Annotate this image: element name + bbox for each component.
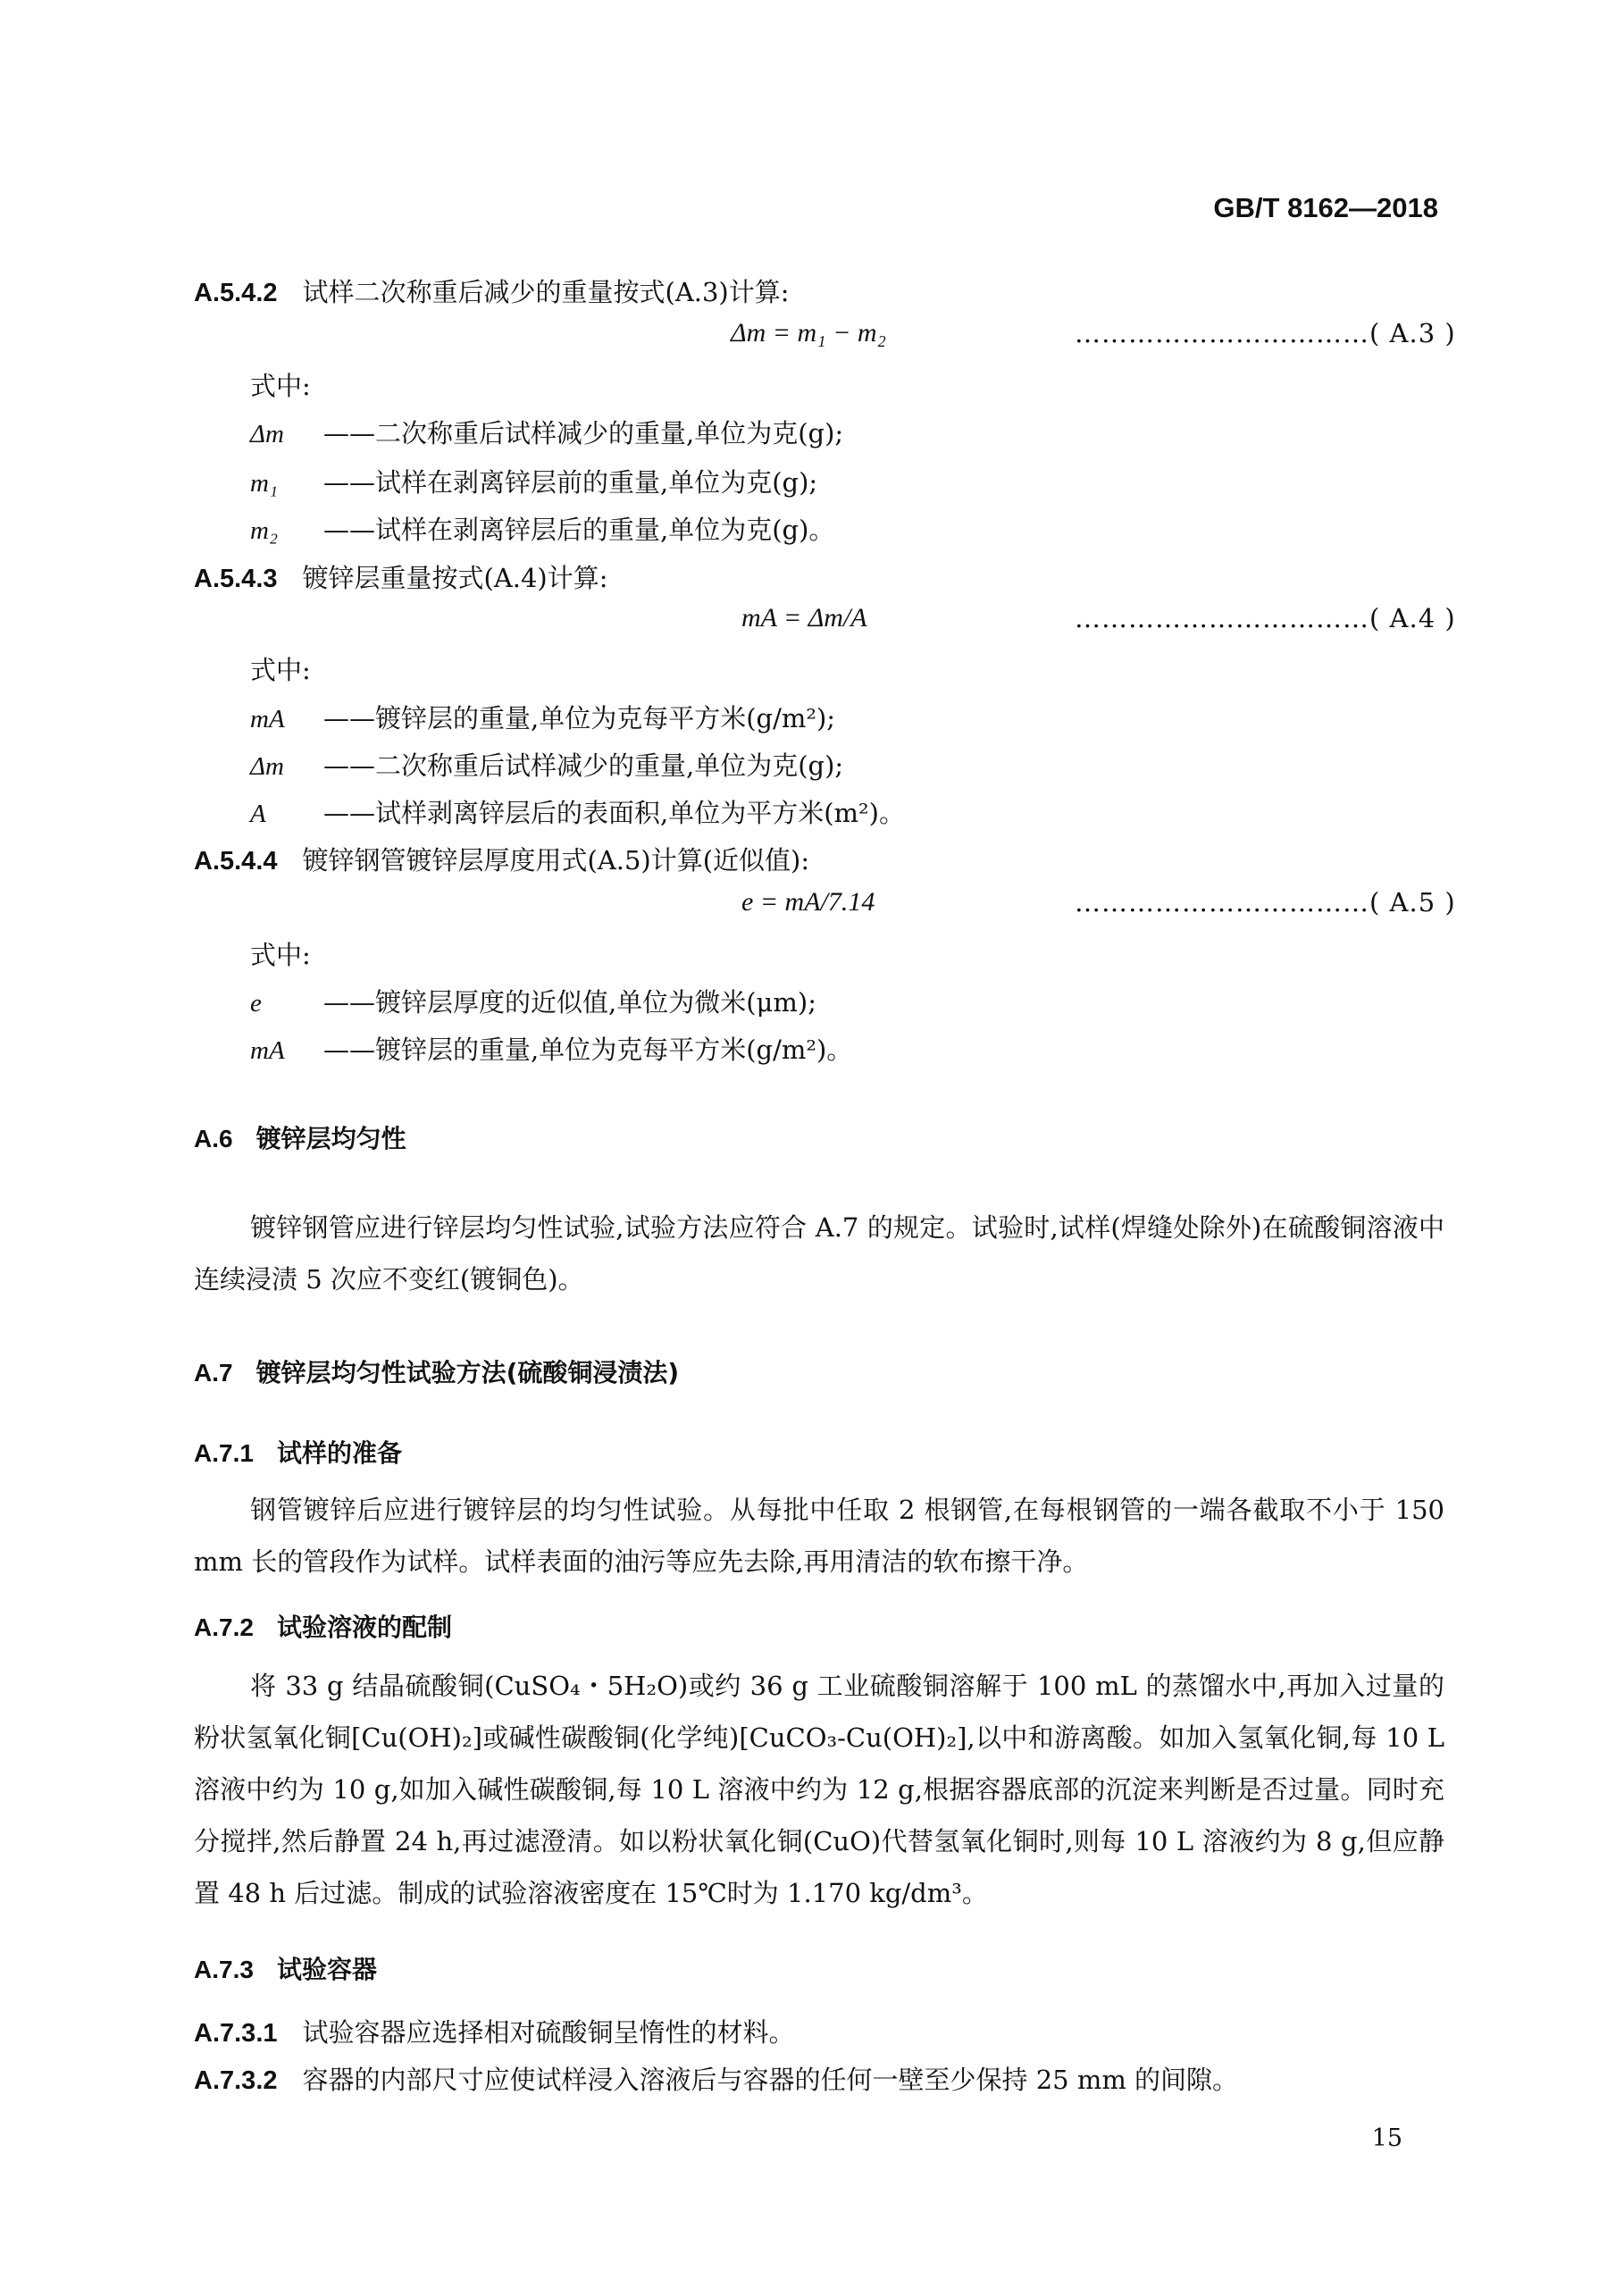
- variable-symbol: m₂: [250, 516, 279, 545]
- variable-desc: ——镀锌层的重量,单位为克每平方米(g/m²)。: [323, 1035, 853, 1065]
- paragraph-a7-1: 钢管镀锌后应进行镀锌层的均匀性试验。从每批中任取 2 根钢管,在每根钢管的一端各截取不小于 150 mm 长的管段作为试样。试样表面的油污等应先去除,再用清洁的软布擦干净。: [194, 1495, 1444, 1577]
- variable-symbol: Δm: [250, 752, 284, 781]
- where-label: 式中:: [250, 655, 311, 685]
- variable-desc: ——镀锌层的重量,单位为克每平方米(g/m²);: [323, 703, 836, 733]
- heading-a6: [194, 1119, 406, 1155]
- variable-symbol: mA: [250, 705, 285, 733]
- heading-number: A.7: [194, 1359, 233, 1387]
- variable-row: [250, 463, 817, 499]
- page-number: 15: [1371, 2124, 1402, 2152]
- clause-text: 试样二次称重后减少的重量按式(A.3)计算:: [302, 277, 790, 307]
- clause-a7-3-1: [194, 2013, 795, 2049]
- variable-symbol: e: [250, 989, 262, 1018]
- heading-number: A.7.2: [194, 1613, 254, 1641]
- clause-a5-4-4: [194, 841, 809, 877]
- variable-row: [250, 699, 835, 735]
- variable-row: [250, 746, 843, 783]
- clause-a5-4-2: [194, 272, 790, 309]
- heading-number: A.7.3: [194, 1956, 254, 1983]
- formula-a4: mA = Δm/A: [741, 603, 867, 633]
- clause-text: 容器的内部尺寸应使试样浸入溶液后与容器的任何一壁至少保持 25 mm 的间隙。: [302, 2065, 1239, 2095]
- heading-title: 试验容器: [276, 1955, 377, 1984]
- equation-number-a4: ……………………………( A.4 ): [1075, 603, 1456, 633]
- clause-text: 镀锌层重量按式(A.4)计算:: [302, 563, 608, 593]
- variable-desc: ——二次称重后试样减少的重量,单位为克(g);: [323, 750, 844, 781]
- variable-desc: ——试样剥离锌层后的表面积,单位为平方米(m²)。: [323, 798, 905, 828]
- equation-number-a3: ……………………………( A.3 ): [1075, 318, 1456, 348]
- clause-number: A.5.4.4: [194, 847, 278, 876]
- heading-number: A.6: [194, 1125, 233, 1152]
- clause-a7-3-2: [194, 2060, 1238, 2097]
- heading-a7-2: [194, 1608, 452, 1644]
- clause-number: A.7.3.2: [194, 2066, 278, 2095]
- variable-row: [250, 983, 816, 1019]
- heading-title: 试验溶液的配制: [276, 1613, 452, 1642]
- heading-title: 试样的准备: [276, 1438, 402, 1468]
- formula-a5: e = mA/7.14: [741, 887, 875, 917]
- variable-symbol: m₁: [250, 469, 279, 498]
- variable-row: [250, 414, 843, 450]
- clause-a5-4-3: [194, 558, 608, 595]
- where-label: 式中:: [250, 371, 311, 401]
- variable-desc: ——试样在剥离锌层前的重量,单位为克(g);: [323, 467, 818, 498]
- variable-row: [250, 510, 834, 547]
- where-label: 式中:: [250, 940, 311, 970]
- variable-symbol: Δm: [250, 420, 284, 448]
- clause-number: A.7.3.1: [194, 2019, 278, 2048]
- clause-number: A.5.4.2: [194, 279, 278, 307]
- formula-a3: Δm = m₁ − m₂: [731, 318, 886, 348]
- heading-a7-1: [194, 1434, 402, 1470]
- variable-row: [250, 793, 905, 830]
- heading-title: 镀锌层均匀性: [255, 1124, 406, 1153]
- variable-row: [250, 1030, 852, 1067]
- heading-a7: [194, 1353, 679, 1389]
- variable-symbol: mA: [250, 1036, 285, 1065]
- heading-number: A.7.1: [194, 1439, 254, 1467]
- variable-symbol: A: [250, 800, 266, 828]
- paragraph-a6: 镀锌钢管应进行锌层均匀性试验,试验方法应符合 A.7 的规定。试验时,试样(焊缝处除外)在硫酸铜溶液中连续浸渍 5 次应不变红(镀铜色)。: [194, 1212, 1444, 1295]
- standard-id: GB/T 8162—2018: [1213, 192, 1438, 223]
- variable-desc: ——镀锌层厚度的近似值,单位为微米(μm);: [323, 987, 816, 1018]
- clause-text: 试验容器应选择相对硫酸铜呈惰性的材料。: [302, 2017, 795, 2048]
- paragraph-a7-2: 将 33 g 结晶硫酸铜(CuSO₄・5H₂O)或约 36 g 工业硫酸铜溶解于 100 mL 的蒸馏水中,再加入过量的粉状氢氧化铜[Cu(OH)₂]或碱性碳酸铜(化学纯)[CuCO₃-Cu(OH)₂],以中和游离酸。如加入氢氧化铜,每 10 L 溶液中约为 10 g,如加入碱性碳酸铜,每 10 L 溶液中约为 12 g,根据容器底部的沉淀来判断是否过量。同时充分搅拌,然后静置 24 h,再过滤澄清。如以粉状氧化铜(CuO)代替氢氧化铜时,则每 10 L 溶液约为 8 g,但应静置 48 h 后过滤。制成的试验溶液密度在 15℃时为 1.170 kg/dm³。: [194, 1671, 1444, 1908]
- clause-number: A.5.4.3: [194, 565, 278, 593]
- equation-number-a5: ……………………………( A.5 ): [1075, 887, 1456, 918]
- variable-desc: ——二次称重后试样减少的重量,单位为克(g);: [323, 418, 844, 448]
- variable-desc: ——试样在剥离锌层后的重量,单位为克(g)。: [323, 515, 835, 545]
- clause-text: 镀锌钢管镀锌层厚度用式(A.5)计算(近似值):: [302, 845, 810, 876]
- heading-title: 镀锌层均匀性试验方法(硫酸铜浸渍法): [255, 1358, 680, 1387]
- heading-a7-3: [194, 1950, 377, 1986]
